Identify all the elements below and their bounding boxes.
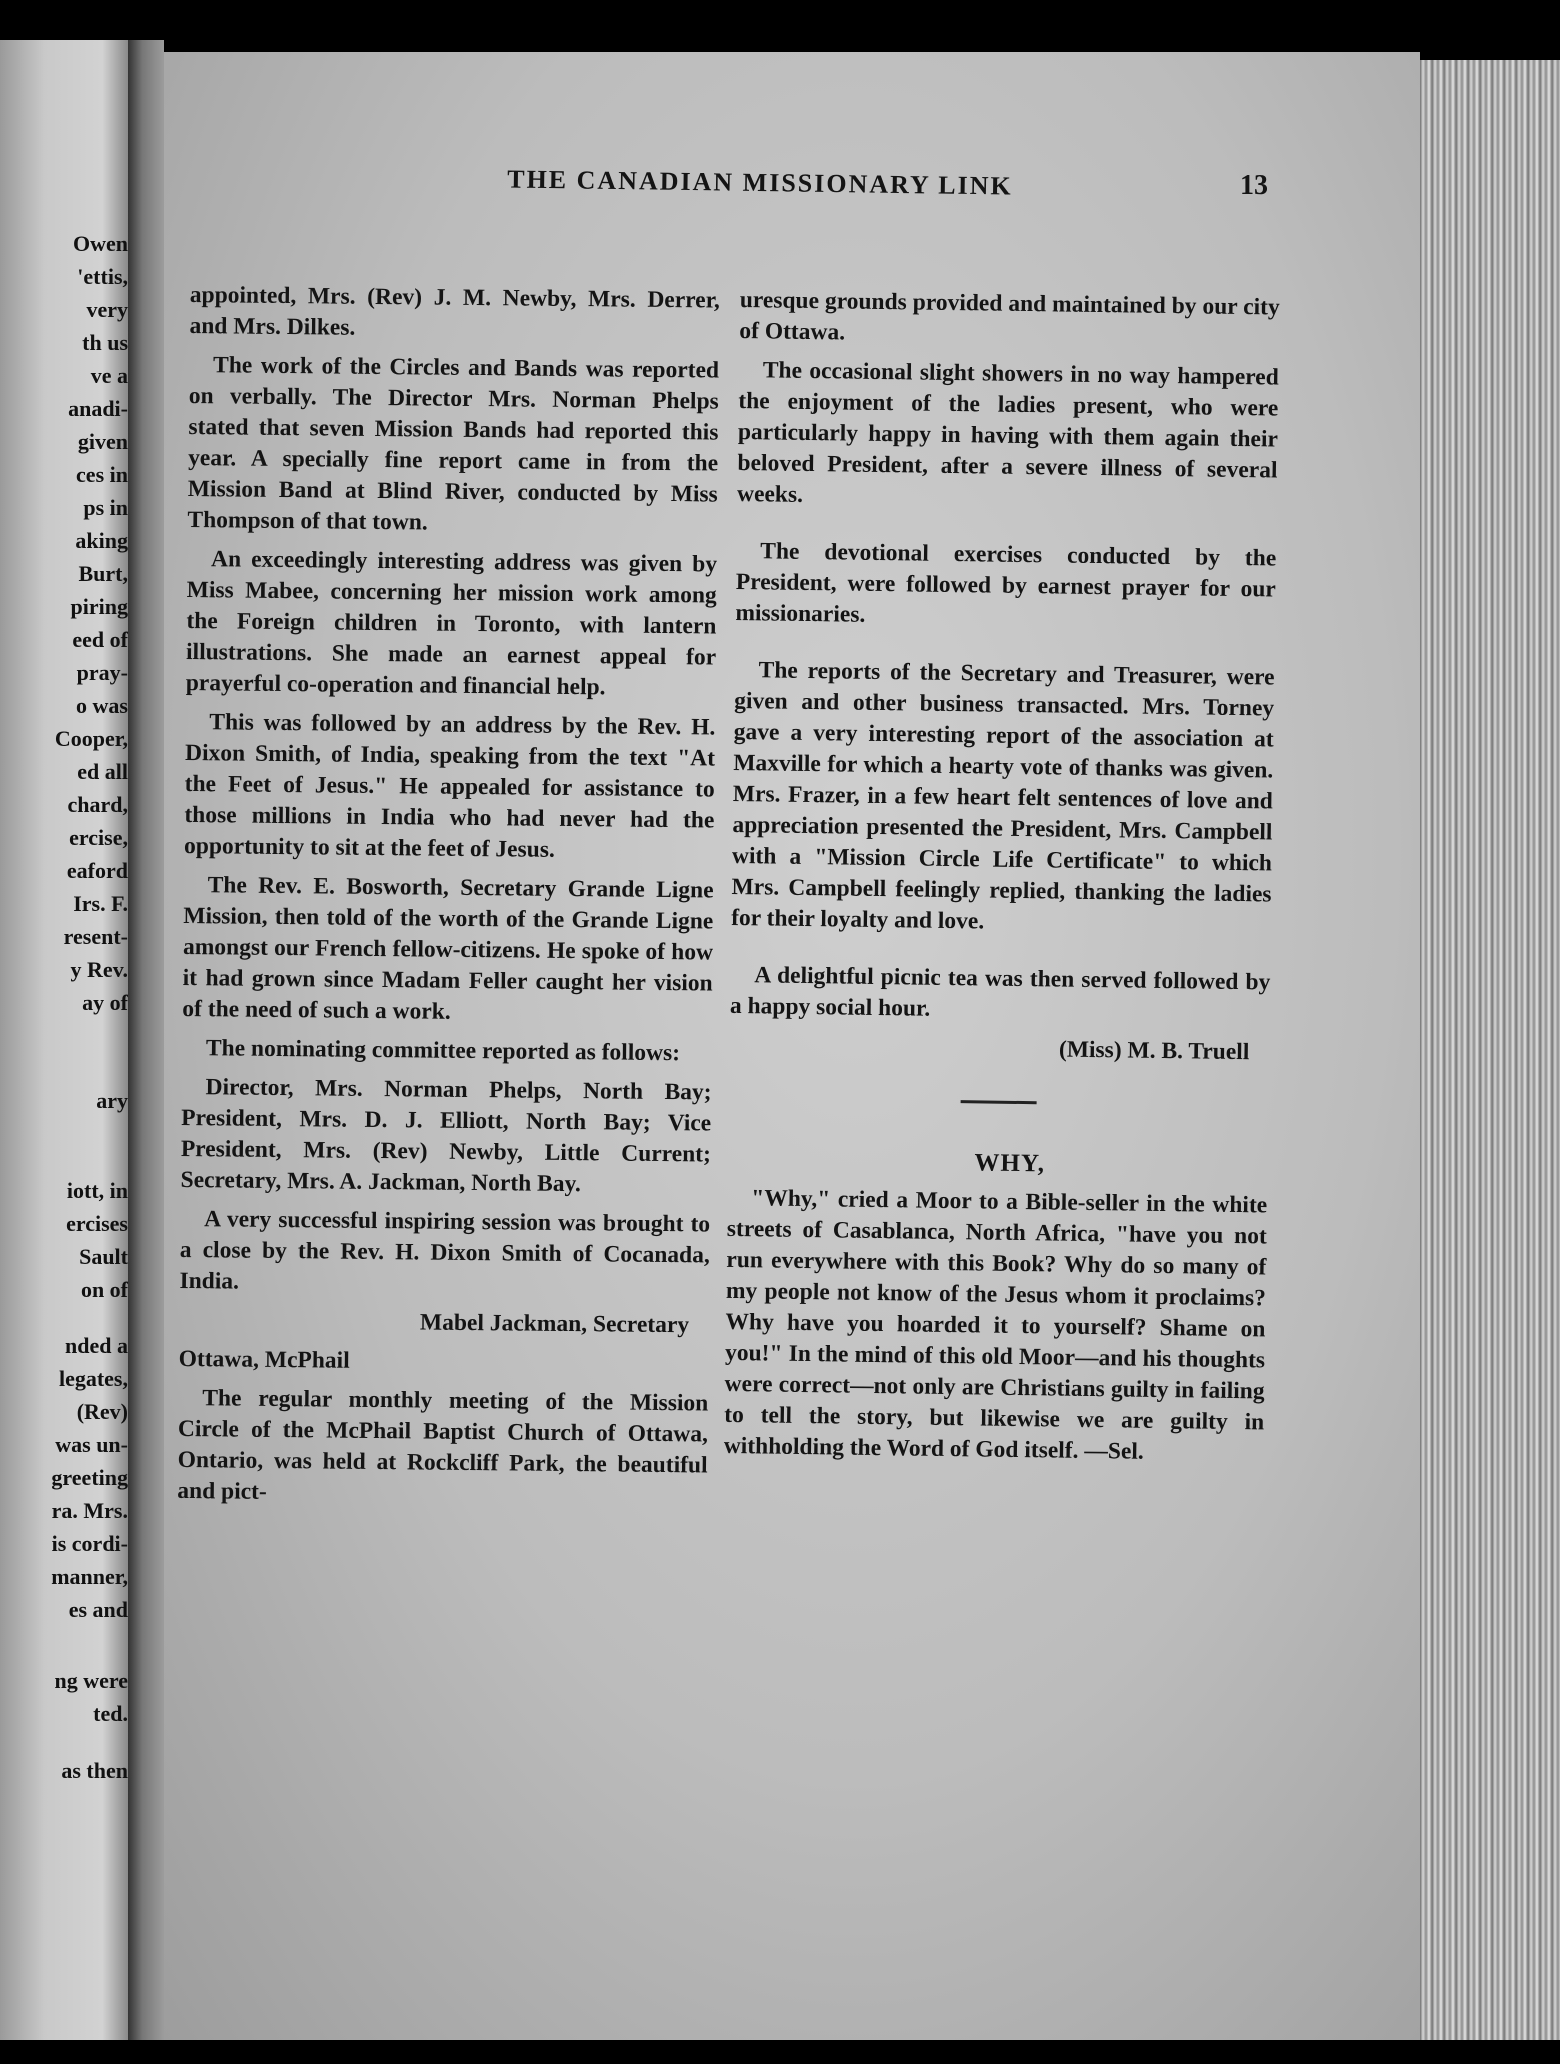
left-page-text-fragment: manner, bbox=[51, 1564, 128, 1589]
left-page-text-fragment: on of bbox=[80, 1277, 128, 1302]
left-page-text-fragment: o was bbox=[76, 693, 128, 718]
why-paragraph: "Why," cried a Moor to a Bible-seller in the white streets of Casablanca, North Africa, "have you not run everywhere with this Book? Why do so many of my people not know of the Jesus whom it proclaims? Why have you hoarded it to yourself? Shame on you!" In the mind of this old Moor—and his thoughts were correct—not only are Christians guilty in failing to tell the story, but likewise we are guilty in withholding the Word of God itself. —Sel. bbox=[723, 1185, 1268, 1465]
paragraph: appointed, Mrs. (Rev) J. M. Newby, Mrs. Derrer, and Mrs. Dilkes. bbox=[189, 281, 720, 341]
page-edges bbox=[1420, 60, 1560, 2040]
left-page-text-fragment: ted. bbox=[93, 1701, 128, 1726]
left-page-text-fragment: ng were bbox=[54, 1668, 128, 1693]
paragraph: The occasional slight showers in no way hampered the enjoyment of the ladies present, who were particularly happy in having with them again their beloved President, after a severe illness of several weeks. bbox=[736, 357, 1279, 508]
left-page-text-fragment: Cooper, bbox=[54, 726, 128, 751]
left-page-text-fragment: Irs. F. bbox=[73, 891, 128, 916]
left-page-text-fragment: eed of bbox=[72, 627, 128, 652]
left-page-text-fragment: y Rev. bbox=[70, 957, 128, 982]
signature: Mabel Jackman, Secretary bbox=[419, 1309, 690, 1339]
section-title-ottawa: Ottawa, McPhail bbox=[178, 1345, 350, 1374]
paragraph: The reports of the Secretary and Treasurer, were given and other business transacted. Mrs. Torney gave a very interesting report of the association at Maxville for which a hearty vote of thanks was given. Mrs. Frazer, in a few heart felt sentences of love and appreciation presented the President, Mrs. Campbell with a "Mission Circle Life Certificate" to which Mrs. Campbell feelingly replied, thanking the ladies for their loyalty and love. bbox=[730, 657, 1275, 935]
section-divider bbox=[961, 1100, 1037, 1104]
left-page-text-fragment: ercise, bbox=[69, 825, 128, 850]
left-page-text-fragment: given bbox=[77, 429, 128, 454]
left-page-text-fragment: ps in bbox=[83, 495, 128, 520]
left-page-text-fragment: 'ettis, bbox=[77, 264, 128, 289]
running-head: THE CANADIAN MISSIONARY LINK bbox=[507, 164, 1013, 201]
left-page-text-fragment: anadi- bbox=[68, 396, 128, 421]
left-page-text-fragment: was un- bbox=[55, 1432, 128, 1457]
paragraph: A delightful picnic tea was then served followed by a happy social hour. bbox=[729, 962, 1271, 1022]
left-page-fragment bbox=[0, 40, 128, 2040]
left-page-text-fragment: Burt, bbox=[78, 561, 128, 586]
left-page-text-fragment: ed all bbox=[77, 759, 128, 784]
left-page-text-fragment: pray- bbox=[76, 660, 128, 685]
left-page-text-fragment: legates, bbox=[58, 1366, 128, 1391]
paragraph: A very successful inspiring session was brought to a close by the Rev. H. Dixon Smith of Cocanada, India. bbox=[179, 1206, 711, 1295]
left-page-text-fragment: ve a bbox=[90, 363, 128, 388]
left-page-text-fragment: ra. Mrs. bbox=[51, 1498, 128, 1523]
left-page-text-fragment: very bbox=[86, 297, 128, 322]
left-page-text-fragment: ces in bbox=[76, 462, 128, 487]
left-page-text-fragment: as then bbox=[61, 1758, 128, 1783]
right-column bbox=[723, 285, 1279, 1477]
left-column bbox=[177, 280, 720, 1520]
paragraph: An exceedingly interesting address was given by Miss Mabee, concerning her mission work among the Foreign children in Toronto, with lantern illustrations. She made an earnest appeal for prayerful co-operation and financial help. bbox=[185, 546, 718, 701]
signature: (Miss) M. B. Truell bbox=[1058, 1036, 1250, 1066]
left-page-text-fragment: Owen bbox=[73, 231, 128, 256]
paragraph: The work of the Circles and Bands was reported on verbally. The Director Mrs. Norman Phelps stated that seven Mission Bands had reported this year. A specially fine report came in from the Mission Band at Blind River, conducted by Miss Thompson of that town. bbox=[187, 352, 720, 536]
left-page-text-fragment: Sault bbox=[79, 1244, 128, 1269]
paragraph: The regular monthly meeting of the Mission Circle of the McPhail Baptist Church of Ottawa, Ontario, was held at Rockcliff Park, the beautiful and pict- bbox=[177, 1385, 709, 1505]
paragraph: The nominating committee reported as follows: bbox=[205, 1035, 681, 1067]
left-page-text-fragment: (Rev) bbox=[76, 1399, 128, 1424]
left-page-text-fragment: chard, bbox=[67, 792, 128, 817]
left-page-text-fragment: piring bbox=[70, 594, 128, 619]
left-page-text-fragment: ay of bbox=[82, 990, 128, 1015]
left-page-text-fragment: nded a bbox=[65, 1333, 128, 1358]
left-page-text-fragment: aking bbox=[75, 528, 128, 553]
left-page-text-fragment: eaford bbox=[66, 858, 128, 883]
left-page-text-fragment: ercises bbox=[66, 1211, 128, 1236]
left-page-text-fragment: greeting bbox=[51, 1465, 128, 1490]
paragraph: Director, Mrs. Norman Phelps, North Bay; President, Mrs. D. J. Elliott, North Bay; Vice President, Mrs. (Rev) Newby, Little Current; Secretary, Mrs. A. Jackman, North Bay. bbox=[180, 1074, 712, 1198]
why-heading: WHY, bbox=[974, 1149, 1046, 1178]
book-spine-shadow bbox=[128, 40, 164, 2040]
left-page-text-fragment: resent- bbox=[63, 924, 128, 949]
paragraph: This was followed by an address by the Rev. H. Dixon Smith, of India, speaking from the text "At the Feet of Jesus." He appealed for assistance to those millions in India who had never had the opportunity to sit at the feet of Jesus. bbox=[183, 709, 716, 863]
left-page-text-fragment: iott, in bbox=[66, 1178, 128, 1203]
left-page-text-fragment: th us bbox=[82, 330, 128, 355]
left-page-text-fragment: ary bbox=[96, 1088, 128, 1113]
paragraph: uresque grounds provided and maintained by our city of Ottawa. bbox=[739, 286, 1280, 346]
paragraph: The devotional exercises conducted by the President, were followed by earnest prayer for our missionaries. bbox=[735, 538, 1277, 628]
page-number: 13 bbox=[1240, 170, 1268, 201]
left-page-text-fragment: is cordi- bbox=[51, 1531, 128, 1556]
paragraph: The Rev. E. Bosworth, Secretary Grande Ligne Mission, then told of the worth of the Grande Ligne amongst our French fellow-citizens. He spoke of how it had grown since Madam Feller caught her vision of the need of such a work. bbox=[182, 872, 714, 1025]
left-page-text-fragment: es and bbox=[68, 1597, 128, 1622]
